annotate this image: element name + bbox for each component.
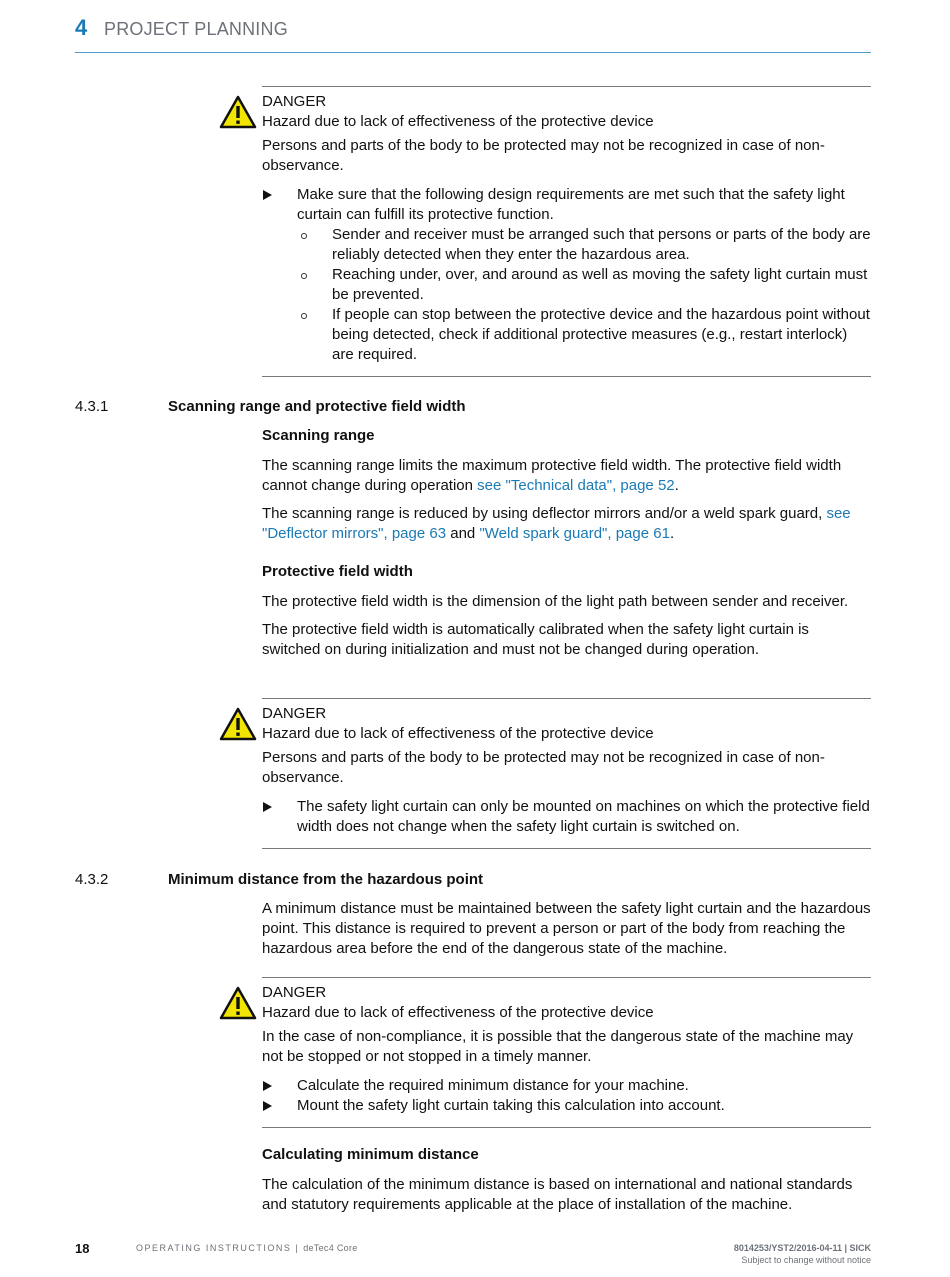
footer-document-id: 8014253/YST2/2016-04-11 | SICK Subject to change without notice [733, 1243, 871, 1265]
danger-text: Persons and parts of the body to be protected may not be recognized in case of non-observance. [262, 749, 825, 786]
link-deflector-mirrors[interactable]: see "Deflector mirrors", page 63 [262, 505, 851, 542]
warning-icon [219, 707, 257, 741]
footer-document-label: OPERATING INSTRUCTIONS | deTec4 Core [136, 1243, 358, 1253]
list-item: Make sure that the following design requirements are met such that the safety light curtain can fulfill its protective function. [262, 185, 871, 225]
danger-subtitle: Hazard due to lack of effectiveness of the protective device [262, 113, 654, 130]
danger-subtitle: Hazard due to lack of effectiveness of the protective device [262, 1004, 654, 1021]
sub-list-item: Reaching under, over, and around as well as moving the safety light curtain must be prevented. [262, 265, 871, 305]
danger-title: DANGER [262, 93, 327, 110]
page-number: 18 [75, 1241, 90, 1256]
section-title: Minimum distance from the hazardous point [168, 871, 484, 888]
danger-box-1 [262, 86, 871, 377]
circle-bullet-icon [301, 313, 307, 319]
paragraph: A minimum distance must be maintained between the safety light curtain and the hazardous point. This distance is required to prevent a person or part of the body from reaching the hazardous area before the end of the dangerous state of the machine. [262, 900, 871, 957]
paragraph: The scanning range is reduced by using deflector mirrors and/or a weld spark guard, see "Deflector mirrors", page 63 and "Weld spark guard", page 61. [262, 505, 851, 542]
section-title: Scanning range and protective field width [168, 398, 466, 415]
footer-notice: Subject to change without notice [741, 1255, 871, 1265]
paragraph: The protective field width is automatically calibrated when the safety light curtain is switched on during initialization and must not be changed during operation. [262, 621, 809, 658]
sub-list-item: Sender and receiver must be arranged such that persons or parts of the body are reliably detected when they enter the hazardous area. [262, 225, 871, 265]
circle-bullet-icon [301, 273, 307, 279]
warning-icon [219, 95, 257, 129]
danger-box-2 [262, 698, 871, 849]
subheading-calculating-minimum-distance: Calculating minimum distance [262, 1146, 479, 1163]
min-distance-block [262, 899, 871, 959]
danger-title: DANGER [262, 984, 327, 1001]
section-number: 4.3.2 [75, 871, 109, 888]
paragraph: The scanning range limits the maximum protective field width. The protective field width cannot change during operation see "Technical data", page 52. [262, 457, 842, 494]
link-weld-spark-guard[interactable]: "Weld spark guard", page 61 [479, 525, 670, 542]
chapter-title: PROJECT PLANNING [104, 19, 288, 39]
link-technical-data[interactable]: see "Technical data", page 52 [477, 477, 675, 494]
list-item: The safety light curtain can only be mounted on machines on which the protective field width does not change when the safety light curtain is switched on. [262, 797, 871, 837]
bullet-triangle-icon [263, 1101, 272, 1111]
paragraph: The calculation of the minimum distance is based on international and national standards and statutory requirements applicable at the place of installation of the machine. [262, 1176, 853, 1213]
list-item: Calculate the required minimum distance for your machine. [262, 1076, 871, 1096]
paragraph: The protective field width is the dimension of the light path between sender and receiver. [262, 593, 849, 610]
section-number: 4.3.1 [75, 398, 109, 415]
circle-bullet-icon [301, 233, 307, 239]
bullet-triangle-icon [263, 802, 272, 812]
subheading-protective-field-width: Protective field width [262, 563, 413, 580]
page-header [75, 14, 871, 53]
sub-list-item: If people can stop between the protective device and the hazardous point without being detected, check if additional protective measures (e.g., restart interlock) are required. [262, 305, 871, 365]
danger-subtitle: Hazard due to lack of effectiveness of the protective device [262, 725, 654, 742]
bullet-triangle-icon [263, 1081, 272, 1091]
danger-box-3 [262, 977, 871, 1128]
danger-title: DANGER [262, 705, 327, 722]
subheading-scanning-range: Scanning range [262, 427, 375, 444]
danger-text: In the case of non-compliance, it is possible that the dangerous state of the machine may not be stopped or not stopped in a timely manner. [262, 1028, 854, 1065]
calculation-block [262, 1145, 871, 1215]
chapter-number: 4 [75, 15, 88, 40]
list-item: Mount the safety light curtain taking this calculation into account. [262, 1096, 871, 1116]
bullet-triangle-icon [263, 190, 272, 200]
danger-text: Persons and parts of the body to be protected may not be recognized in case of non-observance. [262, 137, 825, 174]
scanning-range-block [262, 426, 871, 660]
warning-icon [219, 986, 257, 1020]
